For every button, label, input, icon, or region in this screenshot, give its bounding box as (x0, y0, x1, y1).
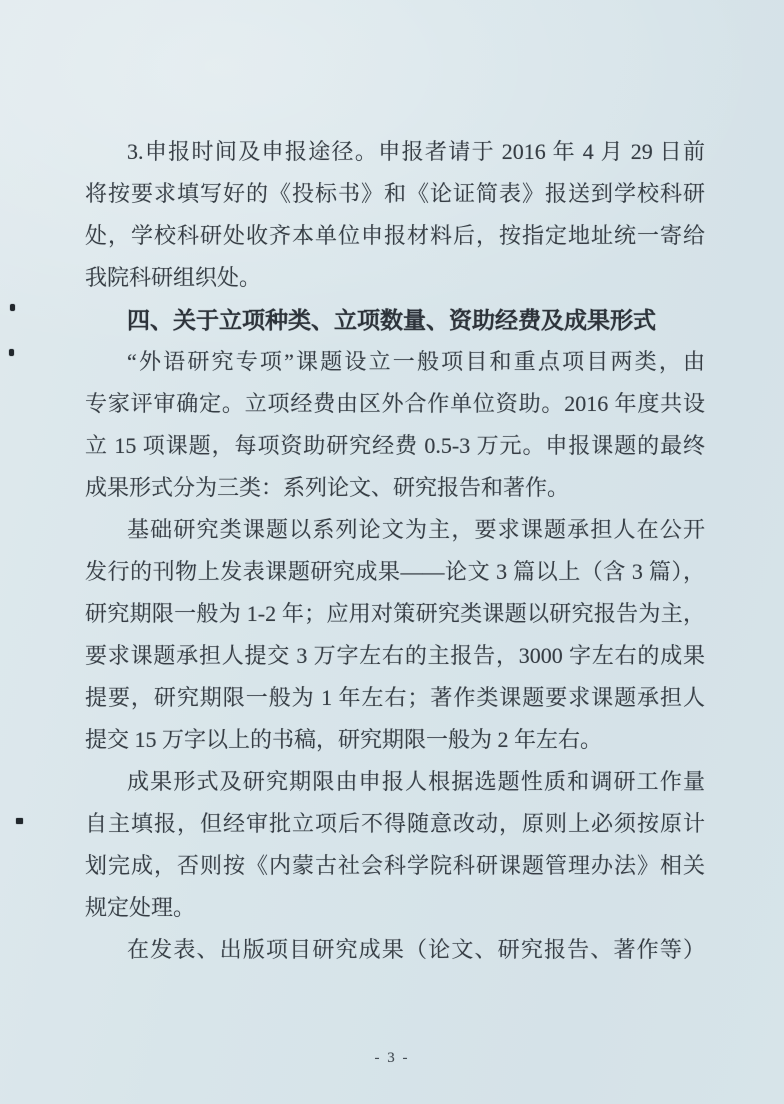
text-line: 提要，研究期限一般为 1 年左右；著作类课题要求课题承担人 (85, 685, 705, 710)
text-line: 成果形式及研究期限由申报人根据选题性质和调研工作量 (127, 769, 705, 794)
document-body (85, 131, 705, 971)
text-line: 将按要求填写好的《投标书》和《论证简表》报送到学校科研 (85, 181, 705, 206)
text-line: 处，学校科研处收齐本单位申报材料后，按指定地址统一寄给 (85, 223, 705, 248)
text-line: 规定处理。 (85, 895, 196, 920)
ink-speck (16, 818, 23, 824)
text-line: 我院科研组织处。 (85, 265, 262, 290)
ink-speck (9, 349, 14, 356)
text-line: 成果形式分为三类：系列论文、研究报告和著作。 (85, 475, 570, 500)
section-heading-project-types (85, 299, 705, 341)
para-publication-note (85, 929, 705, 971)
text-line: 研究期限一般为 1-2 年；应用对策研究类课题以研究报告为主， (85, 601, 705, 626)
text-line: 3.申报时间及申报途径。申报者请于 2016 年 4 月 29 日前 (127, 139, 705, 164)
page-number: - 3 - (374, 1050, 410, 1066)
text-line: 在发表、出版项目研究成果（论文、研究报告、著作等） (127, 937, 705, 962)
text-line: “外语研究专项”课题设立一般项目和重点项目两类，由 (127, 349, 705, 374)
ink-speck (10, 304, 15, 311)
para-result-type-requirements (85, 509, 705, 761)
text-line: 自主填报，但经审批立项后不得随意改动，原则上必须按原计 (85, 811, 705, 836)
text-line: 提交 15 万字以上的书稿，研究期限一般为 2 年左右。 (85, 727, 603, 752)
heading-line: 四、关于立项种类、立项数量、资助经费及成果形式 (127, 307, 656, 333)
para-form-and-deadline-rules (85, 761, 705, 929)
text-line: 专家评审确定。立项经费由区外合作单位资助。2016 年度共设 (85, 391, 705, 416)
text-line: 立 15 项课题，每项资助研究经费 0.5-3 万元。申报课题的最终 (85, 433, 705, 458)
text-line: 划完成，否则按《内蒙古社会科学院科研课题管理办法》相关 (85, 853, 705, 878)
text-line: 要求课题承担人提交 3 万字左右的主报告，3000 字左右的成果 (85, 643, 705, 668)
para-project-categories-funding (85, 341, 705, 509)
text-line: 发行的刊物上发表课题研究成果——论文 3 篇以上（含 3 篇）， (85, 559, 705, 584)
para-application-time-and-route (85, 131, 705, 299)
text-line: 基础研究类课题以系列论文为主，要求课题承担人在公开 (127, 517, 705, 542)
